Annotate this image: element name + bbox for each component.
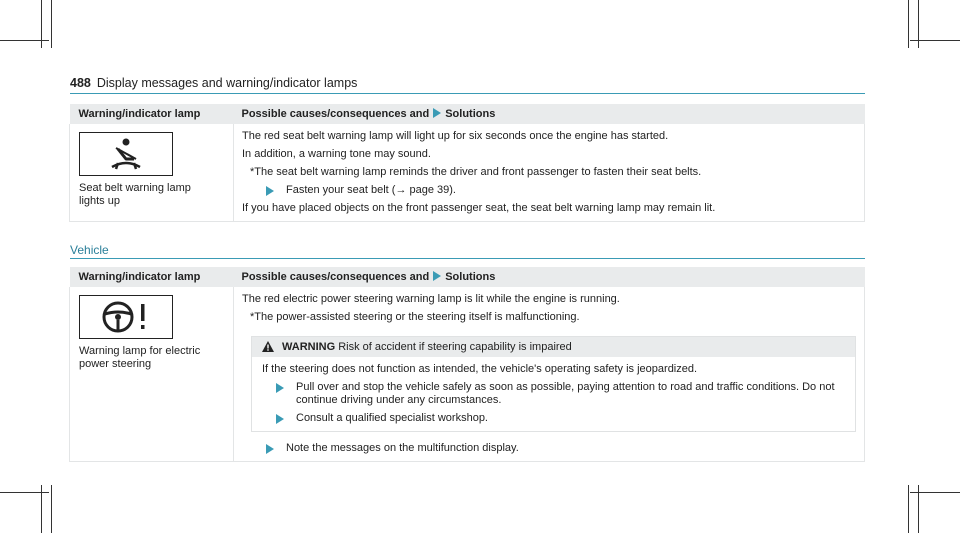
arrow-icon [433,271,441,281]
paragraph: The red electric power steering warning lamp is lit while the engine is running. [242,293,620,305]
arrow-icon [276,383,284,393]
note-text: If you have placed objects on the front passenger seat, the seat belt warning lamp may remain lit. [242,202,716,214]
solution-step [242,442,856,455]
warning-header [252,337,855,357]
col-header-solutions [234,267,865,287]
warning-body: If the steering does not function as intended, the vehicle's operating safety is jeopardized. [262,363,698,375]
crop-mark [51,0,52,48]
crop-mark [0,40,49,41]
lamp-cell [70,287,234,462]
seat-belt-table [69,104,865,222]
step-text: Consult a qualified specialist workshop. [296,412,488,424]
crop-mark [908,485,909,533]
solutions-cell [234,287,865,462]
col-header-text: Possible causes/consequences and [241,271,430,283]
solutions-cell [234,124,865,222]
cause-text: *The power-assisted steering or the steering itself is malfunctioning. [250,311,580,323]
step-text: Note the messages on the multifunction display. [286,442,519,454]
arrow-icon [276,414,284,424]
lamp-label: Seat belt warning lamp lights up [79,182,191,207]
col-header-solutions [234,104,865,124]
warning-triangle-icon [262,341,274,352]
col-header-text: Solutions [445,108,496,120]
crop-mark [0,492,49,493]
header-rule [70,93,865,94]
step-text: Fasten your seat belt (→ page 39). [286,184,456,196]
page-header [70,76,357,90]
step-text: Pull over and stop the vehicle safely as soon as possible, paying attention to road and traffic conditions. Do not continue driving under any circumstances. [296,381,835,406]
paragraph: In addition, a warning tone may sound. [242,148,431,160]
cause-text: *The seat belt warning lamp reminds the driver and front passenger to fasten their seat belts. [250,166,702,178]
solution-step [242,184,856,197]
col-header-text: Possible causes/consequences and [241,108,430,120]
warning-text: Risk of accident if steering capability is impaired [338,341,572,353]
lamp-label: Warning lamp for electric power steering [79,345,201,370]
col-header-text: Solutions [445,271,496,283]
col-header-lamp: Warning/indicator lamp [70,267,234,287]
section-title: Vehicle [70,243,109,257]
arrow-icon [266,444,274,454]
crop-mark [51,485,52,533]
solution-step [262,412,845,425]
section-rule [70,258,865,259]
solution-step [262,381,845,407]
steering-table [69,267,865,462]
steering-warning-icon [79,295,173,339]
col-header-lamp: Warning/indicator lamp [70,104,234,124]
warning-title: WARNING [282,341,336,353]
arrow-icon [433,108,441,118]
arrow-icon [266,186,274,196]
warning-box [251,336,856,432]
seat-belt-icon [79,132,173,176]
crop-mark [910,40,960,41]
paragraph: The red seat belt warning lamp will light up for six seconds once the engine has started. [242,130,669,142]
crop-mark [908,0,909,48]
page-title: Display messages and warning/indicator lamps [96,76,358,90]
crop-mark [910,492,960,493]
page-number: 488 [70,76,91,90]
lamp-cell [70,124,234,222]
warning-body-container [252,357,855,431]
